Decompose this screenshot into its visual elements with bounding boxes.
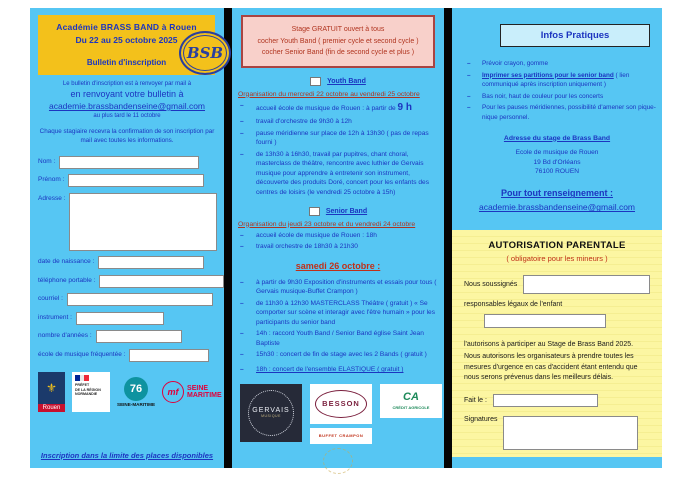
field-soussignes	[464, 275, 650, 294]
list-item	[238, 101, 438, 116]
telephone-label: téléphone portable :	[38, 276, 96, 284]
left-header	[38, 15, 224, 75]
signatures-label: Signatures	[464, 415, 498, 423]
prenom-input[interactable]	[68, 174, 204, 187]
fait-le-label: Fait le :	[464, 396, 487, 404]
list-item: – Prévoir crayon, gomme	[466, 59, 656, 69]
field-signatures	[464, 416, 650, 450]
field-courriel	[38, 293, 224, 306]
autorisons-text: l'autorisons à participer au Stage de Brass Band 2025.	[464, 340, 634, 348]
bulletin-subtitle: Bulletin d'inscription	[86, 58, 167, 67]
nom-label: Nom :	[38, 157, 56, 165]
seine-maritime-76-logo	[117, 377, 155, 407]
ca-logo-label: CRÉDIT AGRICOLE	[392, 404, 430, 410]
saturday-schedule-list	[238, 278, 438, 375]
youth-b1-text: accueil école de musique de Rouen : à partir de	[256, 104, 398, 112]
instrument-input[interactable]	[76, 312, 164, 325]
list-item: – de 13h30 à 16h30, travail par pupitres, chant choral, masterclass de théâtre, rencontre avec luthier de Gervais musique pour apprendre à entretenir son instrument, découverte des produits Doré, concert pour les enfants des centres de loisirs (le vendredi 25 octobre à 15h)	[238, 150, 438, 198]
dept-76-label: SEINE-MARITIME	[117, 401, 156, 407]
imprimer-partitions-text: Imprimer ses partitions pour le senior band	[482, 71, 614, 79]
address-heading: Adresse du stage de Brass Band	[503, 134, 611, 142]
buffet-crampon-logo: BUFFET CRAMPON	[310, 428, 372, 444]
address-line2: 19 Bd d'Orléans	[533, 158, 581, 166]
mf-icon: mf	[162, 381, 184, 403]
field-instrument	[38, 312, 224, 325]
date-naissance-label: date de naissance :	[38, 258, 95, 266]
soussignes-input[interactable]	[523, 275, 650, 294]
youth-b1-time: 9 h	[397, 101, 412, 113]
parental-authorization-section	[452, 230, 662, 457]
gervais-logo-label: GERVAIS	[252, 407, 290, 415]
list-item: – travail orchestre de 18h30 à 21h30	[238, 242, 438, 252]
youth-band-title: Youth Band	[327, 77, 366, 85]
annees-input[interactable]	[96, 330, 182, 343]
saturday-heading: samedi 26 octobre :	[295, 260, 381, 271]
bsb-logo: BSB	[179, 31, 231, 75]
gervais-musique-logo	[240, 384, 302, 442]
courriel-input[interactable]	[67, 293, 213, 306]
youth-org-heading: Organisation du mercredi 22 octobre au vendredi 25 octobre	[238, 90, 420, 98]
mf-label-line2: MARITIME	[187, 391, 222, 399]
list-item: – Pour les pauses méridiennes, possibilité d'amener son pique-nique personnel.	[466, 103, 656, 122]
ecole-label: école de musique fréquentée :	[38, 350, 126, 358]
besson-logo	[310, 384, 372, 424]
field-telephone	[38, 275, 224, 288]
infos-list	[466, 59, 656, 123]
intro-small-text: Le bulletin d'inscription est à renvoyer par mail à	[62, 81, 192, 87]
prefet-normandie-logo	[72, 372, 110, 412]
list-item: – pause méridienne sur place de 12h à 13h30 ( pas de repas fourni )	[238, 129, 438, 148]
field-prenom	[38, 174, 224, 187]
ecole-input[interactable]	[129, 349, 209, 362]
youth-band-checkbox[interactable]	[310, 77, 321, 86]
elastique-concert-item: – 18h : concert de l'ensemble ELASTIQUE ( gratuit )	[238, 365, 438, 375]
partner-logos-middle	[240, 384, 444, 444]
partner-logos-left	[38, 372, 224, 412]
instrument-label: instrument :	[38, 313, 72, 321]
column-divider-right	[444, 8, 452, 468]
mf-seine-maritime-logo	[162, 381, 222, 403]
adresse-input[interactable]	[69, 193, 217, 251]
column-divider-left	[224, 8, 232, 468]
rouen-logo-label: Rouen	[38, 404, 65, 412]
list-item: – Bas noir, haut de couleur pour les concerts	[466, 92, 656, 102]
senior-org-heading: Organisation du jeudi 23 octobre et du vendredi 24 octobre	[238, 220, 416, 228]
list-item	[466, 71, 656, 90]
list-item: – à partir de 9h30 Exposition d'instruments et essais pour tous ( Gervais musique-Buffet Crampon )	[238, 278, 438, 297]
address-line1: Ecole de musique de Rouen	[515, 148, 599, 156]
confirmation-note: Chaque stagiaire recevra la confirmation de son inscription par mail avec toutes les informations.	[39, 128, 215, 145]
right-panel	[452, 8, 662, 468]
stage-gratuit-line2: cocher Youth Band ( premier cycle et second cycle )	[257, 37, 419, 45]
courriel-label: courriel :	[38, 295, 63, 303]
authorization-title: AUTORISATION PARENTALE	[488, 240, 626, 251]
field-adresse	[38, 193, 224, 251]
senior-band-title: Senior Band	[325, 207, 368, 215]
left-panel	[30, 8, 224, 468]
contact-email-link[interactable]: academie.brassbandenseine@gmail.com	[478, 202, 636, 213]
senior-band-checkbox[interactable]	[309, 207, 320, 216]
date-naissance-input[interactable]	[98, 256, 204, 269]
dept-76-icon: 76	[124, 377, 148, 401]
credit-agricole-logo	[380, 384, 442, 418]
infos-pratiques-box: Infos Pratiques	[500, 24, 650, 47]
telephone-input[interactable]	[99, 275, 224, 288]
stage-gratuit-line1: Stage GRATUIT ouvert à tous	[291, 26, 385, 33]
list-item: – travail d'orchestre de 9h30 à 12h	[238, 117, 438, 127]
registration-form	[38, 156, 224, 362]
field-ecole	[38, 349, 224, 362]
list-item: – accueil école de musique de Rouen : 18h	[238, 231, 438, 241]
prefet-line2: DE LA RÉGION	[75, 387, 101, 392]
stage-gratuit-line3: cocher Senior Band (fin de second cycle et plus )	[261, 49, 415, 57]
french-flag-icon	[75, 375, 89, 381]
address-block	[452, 148, 662, 178]
gervais-logo-sublabel: MUSIQUE	[261, 414, 281, 419]
field-date-naissance	[38, 256, 224, 269]
middle-panel	[232, 8, 444, 468]
address-line3: 76100 ROUEN	[535, 168, 579, 176]
prefet-line3: NORMANDIE	[75, 392, 98, 397]
besson-logo-label: BESSON	[315, 390, 367, 418]
list-item: – de 11h30 à 12h30 MASTERCLASS Théâtre ( gratuit ) « Se comporter sur scène et interagir avec l'être humain » pour les participants du senior band	[238, 299, 438, 328]
authorization-subtitle: ( obligatoire pour les mineurs )	[506, 254, 608, 263]
rouen-emblem-icon: ⚜	[38, 372, 65, 404]
senior-band-header	[232, 207, 444, 216]
soussignes-label: Nous soussignés	[464, 281, 518, 288]
signatures-input[interactable]	[503, 416, 638, 450]
prenom-label: Prénom :	[38, 176, 65, 184]
responsables-input[interactable]	[484, 314, 606, 328]
list-item: – 14h : raccord Youth Band / Senior Band église Saint Jean Baptiste	[238, 329, 438, 348]
stage-gratuit-box	[241, 15, 435, 68]
field-annees	[38, 330, 224, 343]
academy-dates: Du 22 au 25 octobre 2025	[75, 35, 178, 45]
fait-le-input[interactable]	[493, 394, 598, 407]
registration-email-link[interactable]: academie.brassbandenseine@gmail.com	[48, 101, 206, 111]
academy-title: Académie BRASS BAND à Rouen	[56, 22, 197, 32]
list-item: – 15h30 : concert de fin de stage avec les 2 Bands ( gratuit )	[238, 350, 438, 360]
senior-schedule-list	[238, 231, 438, 252]
responsables-label: responsables légaux de l'enfant	[464, 301, 563, 308]
nom-input[interactable]	[59, 156, 199, 169]
annees-label: nombre d'années :	[38, 332, 92, 340]
places-disponibles-note: Inscription dans la limite des places disponibles	[40, 451, 214, 460]
prefet-line1: PRÉFET	[75, 382, 90, 387]
adresse-label: Adresse :	[38, 194, 66, 202]
youth-band-header	[232, 77, 444, 86]
deadline-text: au plus tard le 11 octobre	[93, 113, 161, 119]
ca-icon: CA	[403, 390, 419, 403]
field-fait-le	[464, 394, 650, 407]
rouen-city-logo	[38, 372, 65, 412]
imprimer-partitions-note: ( lien communiqué après inscription uniquement )	[482, 71, 630, 89]
mf-label-line1: SEINE	[187, 384, 209, 392]
field-nom	[38, 156, 224, 169]
contact-heading: Pour tout renseignement :	[500, 188, 613, 199]
mesures-text: Nous autorisons les organisateurs à prendre toutes les mesures d'urgence en cas d'accident étant entendu que nous serons prévenus dans les meilleurs délais.	[464, 353, 638, 381]
youth-schedule-list	[238, 101, 438, 198]
gold-emblem-icon	[323, 448, 353, 474]
intro-big-text: en renvoyant votre bulletin à	[70, 89, 184, 99]
